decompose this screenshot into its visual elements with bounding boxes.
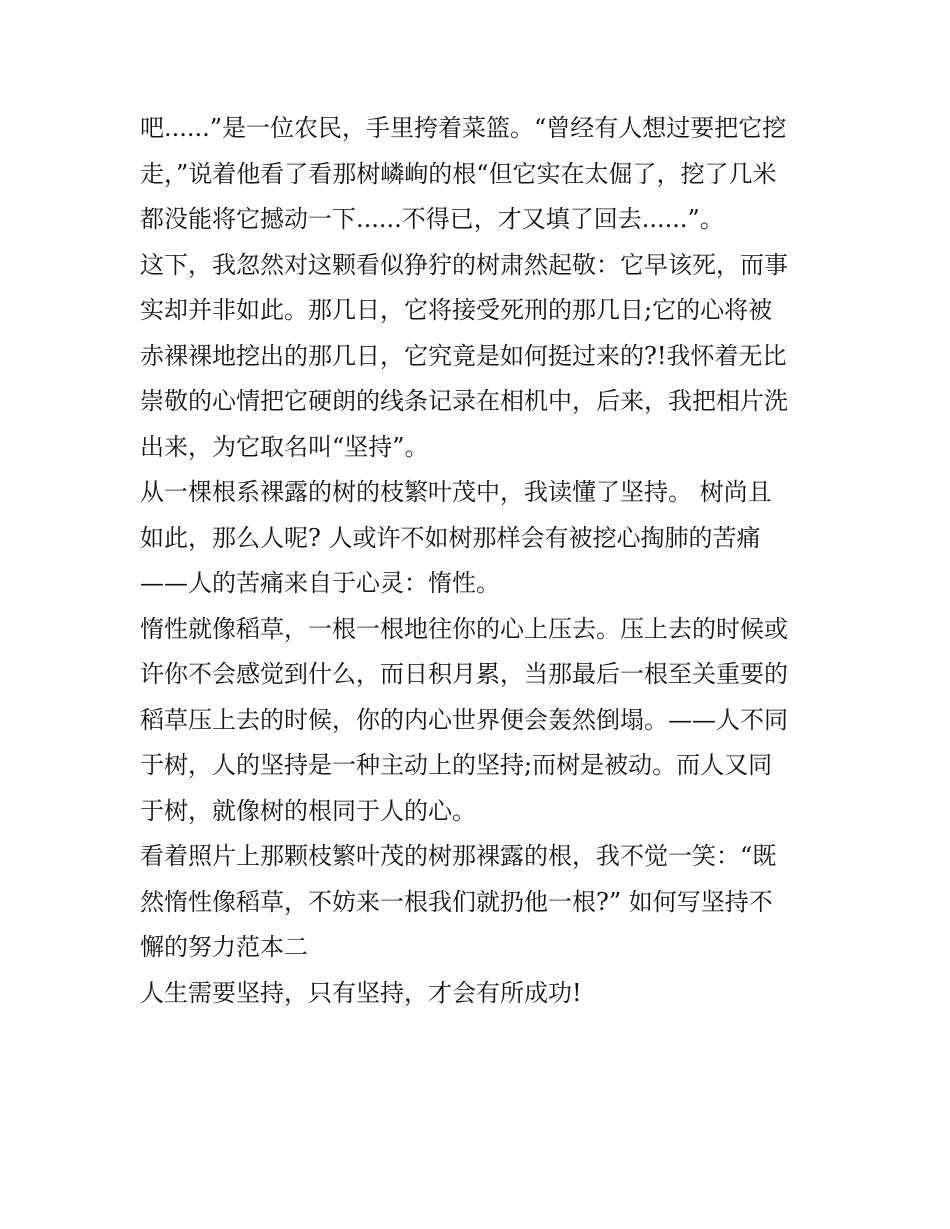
text-line: ——人的苦痛来自于心灵：惰性。	[140, 569, 500, 597]
text-line: 于树，就像树的根同于人的心。	[140, 796, 476, 825]
text-line: 如此，那么人呢? 人或许不如树那样会有被挖心掏肺的苦痛	[140, 523, 761, 552]
text-line: 惰性就像稻草，一根一根地往你的心上压去。压上去的时候或	[140, 614, 788, 643]
body-text	[140, 106, 820, 1016]
text-line: 于树，人的坚持是一种主动上的坚持;而树是被动。而人又同	[140, 751, 773, 779]
text-line: 实却并非如此。那几日，它将接受死刑的那几日;它的心将被	[140, 296, 773, 324]
text-line: 赤裸裸地挖出的那几日，它究竟是如何挺过来的?!我怀着无比	[140, 341, 787, 370]
text-line: 吧......”是一位农民，手里挎着菜篮。“曾经有人想过要把它挖	[140, 114, 787, 142]
text-line: 然惰性像稻草，不妨来一根我们就扔他一根?” 如何写坚持不	[140, 887, 773, 916]
text-line: 许你不会感觉到什么，而日积月累，当那最后一根至关重要的	[140, 660, 788, 688]
text-line: 人生需要坚持，只有坚持，才会有所成功!	[140, 978, 582, 1007]
text-line: 懈的努力范本二	[140, 933, 308, 961]
text-line: 出来，为它取名叫“坚持”。	[140, 432, 429, 461]
text-line: 崇敬的心情把它硬朗的线条记录在相机中，后来，我把相片洗	[140, 387, 788, 415]
text-line: 这下，我忽然对这颗看似狰狞的树肃然起敬：它早该死，而事	[140, 250, 788, 279]
text-line: 走，”说着他看了看那树嶙峋的根“但它实在太倔了，挖了几米	[140, 159, 777, 188]
text-line: 从一棵根系裸露的树的枝繁叶茂中，我读懂了坚持。 树尚且	[140, 478, 772, 506]
text-line: 都没能将它撼动一下......不得已，才又填了回去......”。	[140, 205, 724, 233]
text-line: 稻草压上去的时候，你的内心世界便会轰然倒塌。——人不同	[140, 705, 788, 734]
text-line: 看着照片上那颗枝繁叶茂的树那裸露的根，我不觉一笑：“既	[140, 842, 777, 870]
